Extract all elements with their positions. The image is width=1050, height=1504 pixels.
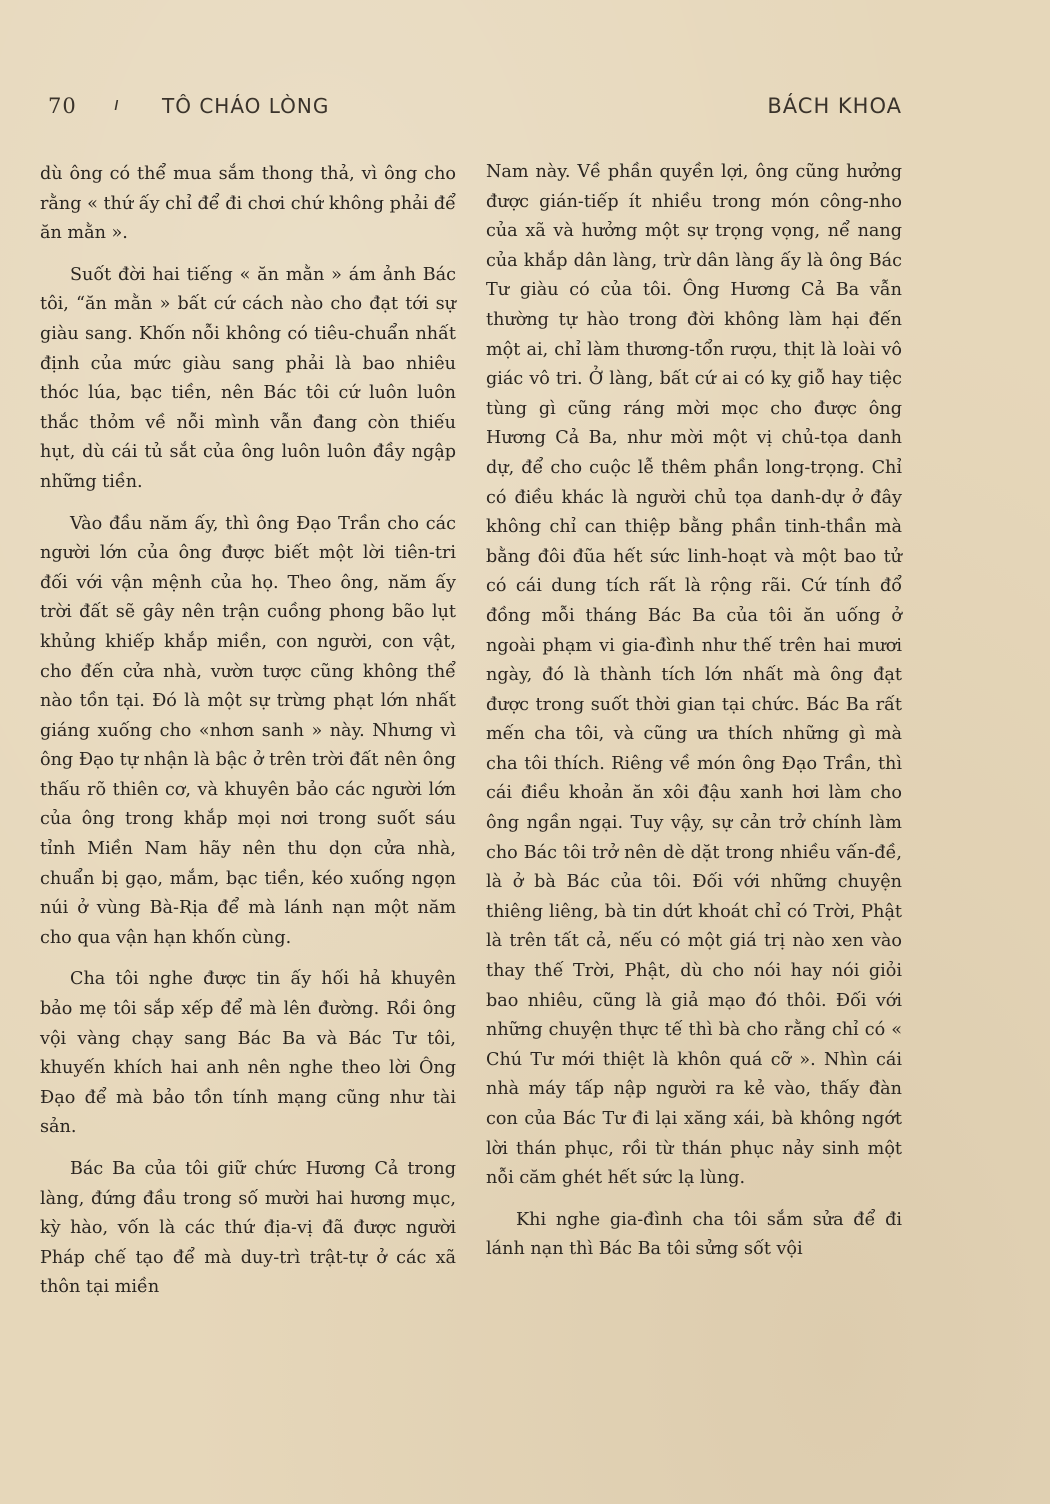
paragraph: Nam này. Về phần quyền lợi, ông cũng hưởng được gián-tiếp ít nhiều trong món công-nho của xã và hưởng một sự trọng vọng, nể nang của khắp dân làng, trừ dân làng ấy là ông Bác Tư giàu có của tôi. Ông Hương Cả Ba vẫn thường tự hào trong đời không làm hại đến một ai, chỉ làm thương-tổn rượu, thịt là loài vô giác vô tri. Ở làng, bất cứ ai có kỵ giỗ hay tiệc tùng gì cũng ráng mời mọc cho được ông Hương Cả Ba, như mời một vị chủ-tọa danh dự, để cho cuộc lễ thêm phần long-trọng. Chỉ có điều khác là người chủ tọa danh-dự ở đây không chỉ can thiệp bằng phần tinh-thần mà bằng đôi đũa hết sức linh-hoạt và một bao tử có cái dung tích rất là rộng rãi. Cứ tính đổ đồng mỗi tháng Bác Ba của tôi ăn uống ở ngoài phạm vi gia-đình như thế trên hai mươi ngày, đó là thành tích lớn nhất mà ông đạt được trong suốt thời gian tại chức. Bác Ba rất mến cha tôi, và cũng ưa thích những gì mà cha tôi thích. Riêng về món ông Đạo Trần, thì cái điều khoản ăn xôi đậu xanh hơi làm cho ông ngần ngại. Tuy vậy, sự cản trở chính làm cho Bác tôi trở nên dè dặt trong nhiều vấn-đề, là ở bà Bác của tôi. Đối với những chuyện thiêng liêng, bà tin dứt khoát chỉ có Trời, Phật là trên tất cả, nếu có một giá trị nào xen vào thay thế Trời, Phật, dù cho nói hay nói giỏi bao nhiêu, cũng là giả mạo đó thôi. Đối với những chuyện thực tế thì bà cho rằng chỉ có « Chú Tư mới thiệt là khôn quá cỡ ». Nhìn cái nhà máy tấp nập người ra kẻ vào, thấy đàn con của Bác Tư đi lại xăng xái, bà không ngớt lời thán phục, rồi từ thán phục nảy sinh một nỗi căm ghét hết sức lạ lùng. <box>486 162 902 1189</box>
paragraph: Suốt đời hai tiếng « ăn mằn » ám ảnh Bác tôi, “ăn mằn » bất cứ cách nào cho đạt tới sự giàu sang. Khốn nỗi không có tiêu-chuẩn nhất định của mức giàu sang phải là bao nhiêu thóc lúa, bạc tiền, nên Bác tôi cứ luôn luôn thắc thỏm về nỗi mình vẫn đang còn thiếu hụt, dù cái tủ sắt của ông luôn luôn đầy ngập những tiền. <box>40 264 456 492</box>
right-text-column <box>486 158 902 1265</box>
paragraph: Vào đầu năm ấy, thì ông Đạo Trần cho các người lớn của ông được biết một lời tiên-tri đối với vận mệnh của họ. Theo ông, năm ấy trời đất sẽ gây nên trận cuồng phong bão lụt khủng khiếp khắp miền, con người, con vật, cho đến cửa nhà, vườn tược cũng không thể nào tồn tại. Đó là một sự trừng phạt lớn nhất giáng xuống cho «nhơn sanh » này. Nhưng vì ông Đạo tự nhận là bậc ở trên trời đất nên ông thấu rõ thiên cơ, và khuyên bảo các người lớn của ông trong khắp mọi nơi trong suốt sáu tỉnh Miền Nam hãy nên thu dọn cửa nhà, chuẩn bị gạo, mắm, bạc tiền, kéo xuống ngọn núi ở vùng Bà-Rịa để mà lánh nạn một năm cho qua vận hạn khốn cùng. <box>40 513 456 948</box>
paragraph: Bác Ba của tôi giữ chức Hương Cả trong làng, đứng đầu trong số mười hai hương mục, kỳ hào, vốn là các thứ địa-vị đã được người Pháp chế tạo để mà duy-trì trật-tự ở các xã thôn tại miền <box>40 1159 456 1298</box>
running-header <box>48 94 902 124</box>
magazine-name: BÁCH KHOA <box>767 94 902 118</box>
paragraph: dù ông có thể mua sắm thong thả, vì ông cho rằng « thứ ấy chỉ để đi chơi chứ không phải để ăn mằn ». <box>40 164 456 244</box>
page-number: 70 <box>48 94 77 118</box>
left-text-column <box>40 160 456 1303</box>
paragraph: Cha tôi nghe được tin ấy hối hả khuyên bảo mẹ tôi sắp xếp để mà lên đường. Rồi ông vội vàng chạy sang Bác Ba và Bác Tư tôi, khuyến khích hai anh nên nghe theo lời Ông Đạo để mà bảo tồn tính mạng cũng như tài sản. <box>40 969 456 1138</box>
article-title: TÔ CHÁO LÒNG <box>162 94 330 118</box>
header-separator: ı <box>114 94 121 115</box>
paragraph: Khi nghe gia-đình cha tôi sắm sửa để đi lánh nạn thì Bác Ba tôi sửng sốt vội <box>486 1209 902 1260</box>
